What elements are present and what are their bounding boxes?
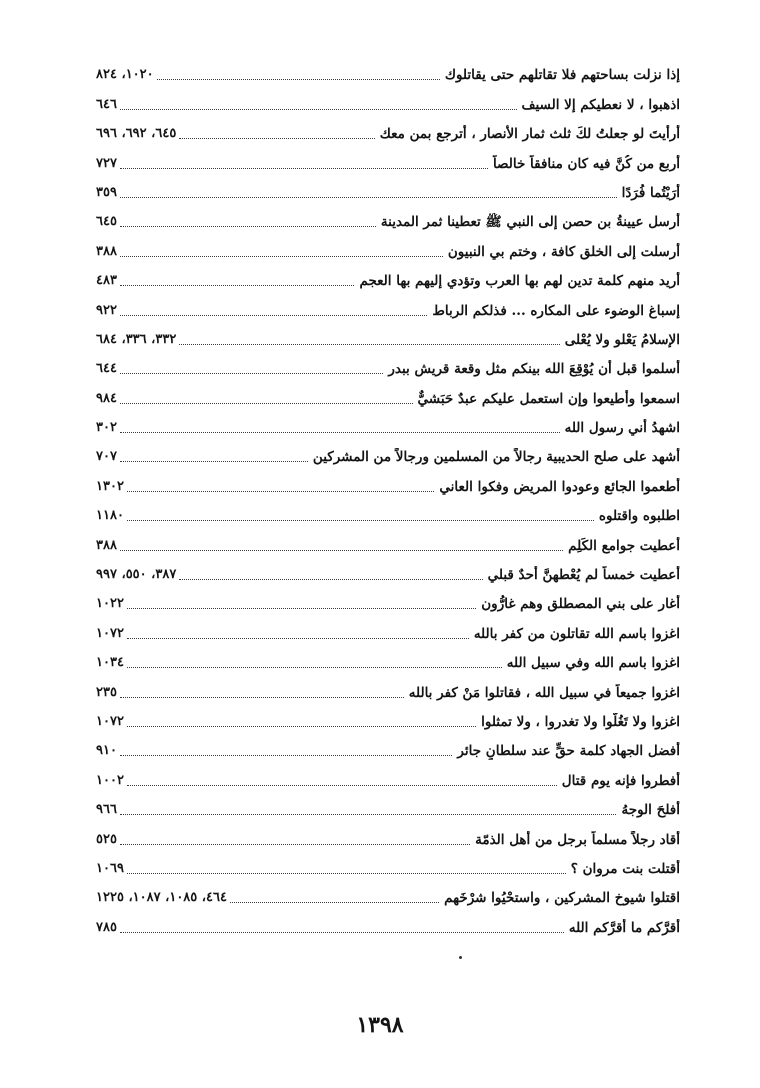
index-entry bbox=[96, 672, 680, 701]
entry-page-numbers: ٢٣٥ bbox=[96, 684, 117, 700]
entry-text: أرسلت إلى الخلق كافة ، وختم بي النبيون bbox=[447, 243, 680, 260]
dot-leader bbox=[120, 755, 452, 756]
entry-page-numbers: ١٠٠٢ bbox=[96, 772, 124, 788]
entry-page-numbers: ١٠٧٢ bbox=[96, 625, 124, 641]
index-entry bbox=[96, 84, 680, 113]
dot-leader bbox=[120, 697, 404, 698]
entry-page-numbers: ٥٢٥ bbox=[96, 831, 117, 847]
index-entry bbox=[96, 731, 680, 760]
entry-text: أَرَيْتُما فُرَدًا bbox=[621, 184, 680, 201]
dot-leader bbox=[127, 638, 469, 639]
hadith-index-list bbox=[96, 55, 680, 937]
entry-text: أقرَّكم ما أقرَّكم الله bbox=[568, 919, 680, 936]
entry-page-numbers: ٣٨٨ bbox=[96, 243, 117, 259]
dot-leader bbox=[179, 138, 374, 139]
entry-page-numbers: ٧٢٧ bbox=[96, 155, 117, 171]
entry-page-numbers: ١٠٧٢ bbox=[96, 713, 124, 729]
entry-page-numbers: ٤٦٤، ١٠٨٥، ١٠٨٧، ١٢٢٥ bbox=[96, 890, 227, 906]
dot-leader bbox=[127, 785, 557, 786]
index-entry bbox=[96, 790, 680, 819]
dot-leader bbox=[120, 932, 564, 933]
index-entry bbox=[96, 466, 680, 495]
index-entry bbox=[96, 496, 680, 525]
dot-leader bbox=[120, 285, 355, 286]
index-entry bbox=[96, 702, 680, 731]
index-entry bbox=[96, 849, 680, 878]
dot-leader bbox=[230, 902, 439, 903]
entry-text: اسمعوا وأطيعوا وإن استعمل عليكم عبدٌ حَبَشيٌّ bbox=[417, 390, 680, 407]
index-entry bbox=[96, 231, 680, 260]
dot-leader bbox=[120, 315, 427, 316]
entry-page-numbers: ٣٨٨ bbox=[96, 537, 117, 553]
index-entry bbox=[96, 290, 680, 319]
entry-page-numbers: ١٠٢٠، ٨٢٤ bbox=[96, 67, 154, 83]
entry-page-numbers: ١١٨٠ bbox=[96, 508, 124, 524]
entry-page-numbers: ١٣٠٢ bbox=[96, 478, 124, 494]
entry-page-numbers: ٣٠٢ bbox=[96, 420, 117, 436]
entry-page-numbers: ٦٤٦ bbox=[96, 96, 117, 112]
entry-text: أرسل عيينةُ بن حصن إلى النبي ﷺ تعطينا ثمر المدينة bbox=[380, 214, 680, 231]
dot-leader bbox=[120, 432, 560, 433]
dot-leader bbox=[127, 520, 594, 521]
entry-text: أعطيت جوامع الكَلِم bbox=[568, 537, 680, 554]
dot-leader bbox=[120, 256, 443, 257]
dot-leader bbox=[120, 226, 376, 227]
index-entry bbox=[96, 261, 680, 290]
index-entry bbox=[96, 320, 680, 349]
index-entry bbox=[96, 907, 680, 936]
index-entry bbox=[96, 55, 680, 84]
entry-text: أطعموا الجائع وعودوا المريض وفكوا العاني bbox=[439, 478, 680, 495]
index-entry bbox=[96, 643, 680, 672]
entry-text: أقاد رجلاً مسلماً برجل من أهل الذمّة bbox=[475, 831, 680, 848]
index-entry bbox=[96, 760, 680, 789]
dot-leader bbox=[179, 579, 482, 580]
index-entry bbox=[96, 349, 680, 378]
dot-leader bbox=[127, 491, 434, 492]
entry-text: أُعطيت خمساً لم يُعْطهنَّ أحدٌ قبلي bbox=[487, 567, 680, 584]
dot-leader bbox=[127, 667, 502, 668]
entry-text: اغزوا باسم الله تقاتلون من كفر بالله bbox=[473, 625, 680, 642]
entry-text: اغزوا باسم الله وفي سبيل الله bbox=[506, 655, 680, 672]
index-entry bbox=[96, 878, 680, 907]
entry-text: اقتلوا شيوخ المشركين ، واستحْيُوا شرْخَهم bbox=[444, 890, 680, 907]
entry-text: اغزوا جميعاً في سبيل الله ، فقاتلوا مَنْ كفر بالله bbox=[408, 684, 680, 701]
entry-page-numbers: ٩١٠ bbox=[96, 743, 117, 759]
entry-page-numbers: ١٠٣٤ bbox=[96, 655, 124, 671]
dot-leader bbox=[127, 608, 476, 609]
entry-text: أقتلت بنت مروان ؟ bbox=[570, 860, 680, 877]
entry-page-numbers: ٩٢٢ bbox=[96, 302, 117, 318]
entry-page-numbers: ١٠٢٢ bbox=[96, 596, 124, 612]
dot-leader bbox=[120, 403, 413, 404]
entry-text: اغزوا ولا تَغُلّوا ولا تغدروا ، ولا تمثلوا bbox=[481, 713, 680, 730]
index-entry bbox=[96, 437, 680, 466]
entry-page-numbers: ٦٤٥، ٦٩٢، ٦٩٦ bbox=[96, 126, 177, 142]
entry-text: اذهبوا ، لا نعطيكم إلا السيف bbox=[521, 96, 680, 113]
page-number: ١٣٩٨ bbox=[356, 1012, 404, 1038]
entry-page-numbers: ٩٦٦ bbox=[96, 802, 117, 818]
entry-page-numbers: ٣٥٩ bbox=[96, 184, 117, 200]
entry-page-numbers: ٧٨٥ bbox=[96, 919, 117, 935]
entry-text: اشهدُ أني رسول الله bbox=[564, 420, 680, 437]
index-entry bbox=[96, 173, 680, 202]
dot-leader bbox=[120, 844, 470, 845]
index-entry bbox=[96, 408, 680, 437]
entry-text: أربع من كُنَّ فيه كان منافقاً خالصاً bbox=[492, 155, 680, 172]
entry-text: الإسلامُ يَعْلو ولا يُعْلى bbox=[564, 331, 680, 348]
entry-text: أسلموا قبل أن يُوْقِعَ الله بينكم مثل وقعة قريش ببدر bbox=[388, 361, 680, 378]
index-entry bbox=[96, 819, 680, 848]
index-entry bbox=[96, 555, 680, 584]
entry-text: أريد منهم كلمة تدين لهم بها العرب وتؤدي إليهم بها العجم bbox=[359, 273, 680, 290]
entry-text: أفلحَ الوجهُ bbox=[621, 802, 680, 819]
entry-text: إذا نزلت بساحتهم فلا تقاتلهم حتى يقاتلوك bbox=[444, 67, 680, 84]
dot-leader bbox=[127, 873, 566, 874]
dot-leader bbox=[179, 344, 559, 345]
dot-leader bbox=[120, 197, 617, 198]
index-entry bbox=[96, 613, 680, 642]
stray-dot bbox=[459, 956, 462, 959]
entry-text: أغار على بني المصطلق وهم غارُّون bbox=[481, 596, 680, 613]
dot-leader bbox=[127, 726, 476, 727]
entry-page-numbers: ١٠٦٩ bbox=[96, 860, 124, 876]
dot-leader bbox=[157, 79, 440, 80]
entry-text: إسباغ الوضوء على المكاره ... فذلكم الرباط bbox=[432, 302, 680, 319]
index-entry bbox=[96, 114, 680, 143]
index-entry bbox=[96, 378, 680, 407]
entry-text: أشهد على صلح الحديبية رجالاً من المسلمين ورجالاً من المشركين bbox=[312, 449, 680, 466]
entry-text: أفطروا فإنه يوم قتال bbox=[561, 772, 680, 789]
entry-page-numbers: ٣٣٢، ٣٣٦، ٦٨٤ bbox=[96, 331, 177, 347]
entry-page-numbers: ٩٨٤ bbox=[96, 390, 117, 406]
index-entry bbox=[96, 525, 680, 554]
entry-page-numbers: ٦٤٤ bbox=[96, 361, 117, 377]
index-entry bbox=[96, 143, 680, 172]
dot-leader bbox=[120, 168, 488, 169]
dot-leader bbox=[120, 814, 617, 815]
entry-page-numbers: ٣٨٧، ٥٥٠، ٩٩٧ bbox=[96, 567, 177, 583]
index-entry bbox=[96, 584, 680, 613]
index-entry bbox=[96, 202, 680, 231]
entry-page-numbers: ٤٨٣ bbox=[96, 273, 117, 289]
dot-leader bbox=[120, 461, 308, 462]
entry-text: اطلبوه واقتلوه bbox=[598, 508, 680, 525]
entry-text: أفضل الجهاد كلمة حقٍّ عند سلطانٍ جائر bbox=[457, 743, 680, 760]
entry-text: أرأيتَ لو جعلتُ لكَ ثلث ثمار الأنصار ، أترجع بمن معك bbox=[379, 126, 680, 143]
dot-leader bbox=[120, 373, 383, 374]
entry-page-numbers: ٧٠٧ bbox=[96, 449, 117, 465]
dot-leader bbox=[120, 109, 517, 110]
dot-leader bbox=[120, 550, 563, 551]
entry-page-numbers: ٦٤٥ bbox=[96, 214, 117, 230]
